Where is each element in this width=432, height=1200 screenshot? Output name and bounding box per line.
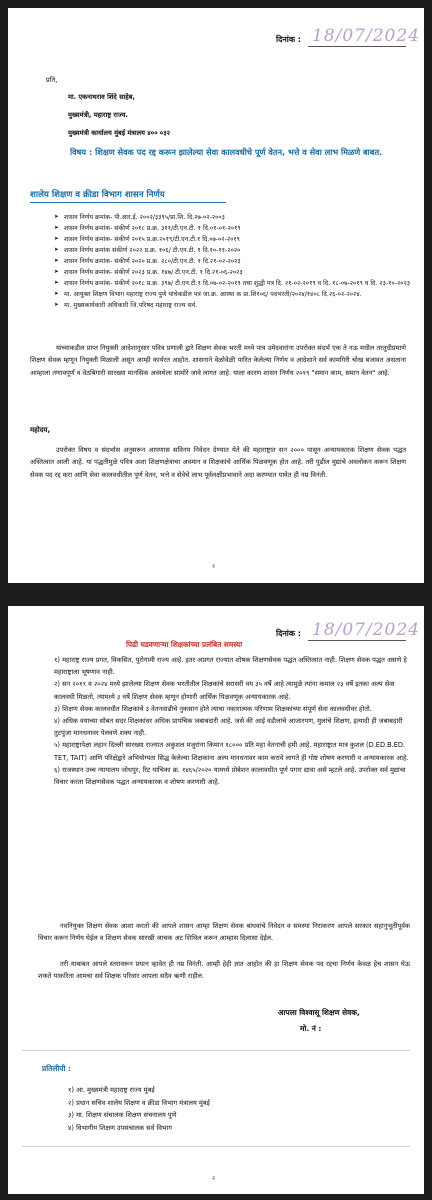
problems-list <box>54 654 416 788</box>
list-item: ६) राजस्थान उच्च न्यायालय जोधपुर, रिट याचिका क्र. १४६५/२०२० यामध्ये प्रोबेशन कालावधीत पूर्ण पगार द्यावा असे म्हटले आहे. उपरोक्त सर्व मुद्यांचा विचार करता शिक्षणसेवक पद्धत अन्यायकारक व शोषण करणारी आहे. <box>54 765 406 787</box>
letter-page-2 <box>8 606 424 1194</box>
list-item: ➤ शासन निर्णय क्रमांक- संकीर्ण २०१८ प्र.क्र. ३११/टी.एन.टी. १ दि.०१-०१-२०१९ <box>54 223 414 234</box>
list-item: ➤ शासन निर्णय क्रमांक- संकीर्ण २०१८ प्र.क्र. ३९७/ टी.एन.टी.१ दि.०७-०२-२०१९ तथा शुद्धी पत्र दि. २१-०२-२०१९ व दि. १८-०७-२०१९ व दि. २३-१०-२०२३ <box>54 278 414 289</box>
government-resolution-list <box>54 212 414 311</box>
copy-to-list <box>68 1084 210 1134</box>
subject-line: विषय : शिक्षण सेवक पद रद्द करून झालेल्या सेवा कालवधीचे पूर्ण वेतन, भत्ते व सेवा लाभ मिळणे बाबत. <box>70 147 383 157</box>
addressee-designation: मुख्यमंत्री, महाराष्ट्र राज्य. <box>68 111 128 119</box>
list-item: ५) महाराष्ट्रापेक्षा लहान दिल्ली सारख्या राज्यात अकुशल मजुरांना किमान १८००० प्रति महा वेतनाची हमी आहे. महाराष्ट्रात मात्र कुशल (D.ED.B.ED. TET, TAIT) आणि परिक्षेद्वारे अभियोग्यता सिद्ध केलेल्या शिक्षकांना अल्प मानधनावर काम करावे लागते ही गोष्ट शोषण करणारी व अन्यायकारक आहे. <box>54 741 409 762</box>
date-value: 18/07/2024 <box>312 26 420 46</box>
closing-paragraph-2: तरी याबाबत आपले स्तरावरून प्रयत्न व्हावेत ही नम्र विनंती. आम्ही हेही ज्ञात आहोत की हा शिक्षण सेवक पद रद्दचा निर्णय केवळ हेच शासन घेऊ शकते याकरिता आमचा सर्व शिक्षक परिवार आपला सदैव ऋणी राहील. <box>38 960 410 981</box>
addressee-name: मा. एकनाथराव शिंदे साहेब, <box>68 93 136 101</box>
list-item: ➤ शासन निर्णय क्रमांक संकीर्ण २०२२ प्र.क्र. १०६/ टी.एन.टी. १ दि.१०-११-२०२० <box>54 245 414 256</box>
list-item: १) आ. मुख्यमंत्री महाराष्ट्र राज्य मुंबई <box>68 1086 155 1094</box>
problems-title: पिढी घडवणाऱ्या शिक्षकांच्या प्रलंबित समस्या <box>126 640 243 649</box>
mobile-label: मो. नं : <box>300 1024 322 1033</box>
list-item: ➤ शासन निर्णय क्रमांक- संकीर्ण २०२० प्र.क्र. २८०/टी.एन.टी. १ दि.२१-०२-२०२३ <box>54 256 414 267</box>
list-item: ➤ मा. मुख्यकार्यकारी अधिकारी जि.परिषद महाराष्ट्र राज्य सर्व. <box>54 300 414 311</box>
list-item: ➤ शासन निर्णय क्रमांक- पी.आर.ई. २००२/३३९५/प्रा.शि. दि.२७-०२-२००३ <box>54 212 414 223</box>
list-item: ➤ शासन निर्णय क्रमांक- संकीर्ण २०२३ प्र.क्र. १४७/ टी.एन.टी. १ दि.२१-०६-२०२३ <box>54 267 414 278</box>
addressee-office: मुख्यमंत्री कार्यालय मुंबई मंत्रालय ४०० ०३२ <box>68 129 171 137</box>
list-item: ४) विभागीय शिक्षण उपसंचालक सर्व विभाग <box>68 1123 172 1132</box>
closing-paragraph-1: नवनियुक्त शिक्षण सेवक आशा करतो की आपले शासन आम्हा शिक्षण सेवक बांधवांचे निवेदन व समस्या निराकरण आपले सरकार सहानुभूतीपूर्वक विचार करून निर्णय घेईल व शिक्षण सेवक सारखी जाचक अट शिथिल करून आम्हास दिलासा देईल. <box>38 922 410 943</box>
department-title-underline <box>30 202 226 203</box>
intro-paragraph: यांच्याकडील प्राप्त नियुक्ती आदेशानुसार पवित्र प्रणाली द्वारे शिक्षण सेवक भरती मध्ये पात्र उमेदवारांना उपरोक्त संदर्भ एक ते नऊ मधील तरतुदीप्रमाणे शिक्षण सेवक म्हणून नियुक्ती मिळाली असून आम्ही कार्यरत आहोत. शासनाने वेळोवेळी पारित केलेल्या निर्णय व आदेशाने सर्व कामगिरी चोख बजावत असताना आम्हाला तणावपूर्ण व वेठबिगारी सारख्या मानसिक अवस्थेला सामोरे जावे लागत आहे. याला कारण शासन निर्णय २०१९ "समान काम, समान वेतन" आहे. <box>30 344 406 377</box>
body-paragraph: उपरोक्त विषय व संदर्भास अनुसरून आपणास सविनय निवेदन देण्यात येते की महाराष्ट्रात सन २००० पासून अन्यायकारक शिक्षण सेवक पद्धत अस्तित्वात आली आहे. या पद्धतीमुळे पवित्र अशा शिक्षणक्षेत्राचा अवमान व शिक्षकांचे आर्थिक पिळवणूक होत आहे. तरी पुढील मुद्यांचे अवलोकन करून शिक्षण सेवक पद रद्द करा आणि सेवा कालवधीतील पूर्ण वेतन, भत्ते व सेवेचे लाभ पूर्वलक्षीप्रभावाने अदा करण्यात यावेत ही नम्र विनंती. <box>30 446 406 479</box>
salutation: प्रति, <box>46 76 58 84</box>
page-number: २ <box>212 1175 216 1182</box>
footer-divider <box>22 1146 410 1147</box>
list-item: ➤ शासन निर्णय क्रमांक- संकीर्ण २०१५ प्र.क्र.२०१९/टी.एन.टी.१ दि.०७-०२-२०१९ <box>54 234 414 245</box>
list-item: २) सन २०१९ व २०२४ मध्ये झालेल्या शिक्षण सेवक भरतीतील शिक्षकांचे सरासरी वय ३५ वर्षे आहे त्यामुळे त्यांना कमाल २३ वर्षे इतका अल्प सेवा कालवधी मिळतो, त्यामध्ये ३ वर्षे शिक्षण सेवक म्हणून होणारी आर्थिक पिळवणूक अन्यायकारक आहे. <box>54 680 395 701</box>
list-item: १) महाराष्ट्र राज्य प्रगत, विकसित, पुरोगामी राज्य आहे. इतर अप्रगत राज्यात शोषक शिक्षणसेवक पद्धत अस्तित्वात नाही. शिक्षण सेवक पद्धत असणे हे महाराष्ट्राला भूषणाव नाही. <box>54 656 407 677</box>
salutation-heading: महोदय, <box>30 426 51 434</box>
list-item: ३) शिक्षण सेवक कालवधीत शिक्षकांचे ३ वेतनवाढीचे नुकसान होते त्याचा नकारात्मक परिणाम शिक्षकांच्या संपूर्ण सेवा कालवधीवर होतो. <box>54 704 372 713</box>
department-title: शालेय शिक्षण व क्रीडा विभाग शासन निर्णय <box>30 190 165 200</box>
date-underline <box>308 46 406 47</box>
date-underline <box>308 640 406 641</box>
date-label: दिनांक : <box>276 629 301 638</box>
letter-page-1 <box>8 8 424 583</box>
list-item: ३) मा. शिक्षण संचालक शिक्षण संचनालय पुणे <box>68 1111 177 1119</box>
page-number: १ <box>212 563 216 570</box>
signoff: आपला विश्वासू शिक्षण सेवक, <box>278 1008 360 1017</box>
date-label: दिनांक : <box>276 35 301 44</box>
list-item: २) प्रधान सचिव शालेय शिक्षण व क्रीडा विभाग मंत्रालय मुंबई <box>68 1098 210 1107</box>
copy-to-title: प्रतिलीपी : <box>42 1064 71 1073</box>
list-item: ४) अधिक वयाच्या सोबत सदर शिक्षकांवर अधिक प्रापंचिक जबाबदारी आहे. जसे की आई वडीलांचे आजारपण, मुलांचे शिक्षण, इत्यादी ही जबाबदारी तुटपुंजा मानधनावर पेलवणे शक्य नाही. <box>54 717 403 738</box>
list-item: ➤ मा. आयुक्त शिक्षण विभाग महाराष्ट्र राज्य पुणे यांचेकडील पत्र जा.क्र. आस्था क प्रा.शि१०६/ पदभरती/२०२४/१४०८ दि.२६-०२-२०२४. <box>54 289 414 300</box>
section-divider <box>22 1050 410 1051</box>
date-value: 18/07/2024 <box>312 620 420 640</box>
